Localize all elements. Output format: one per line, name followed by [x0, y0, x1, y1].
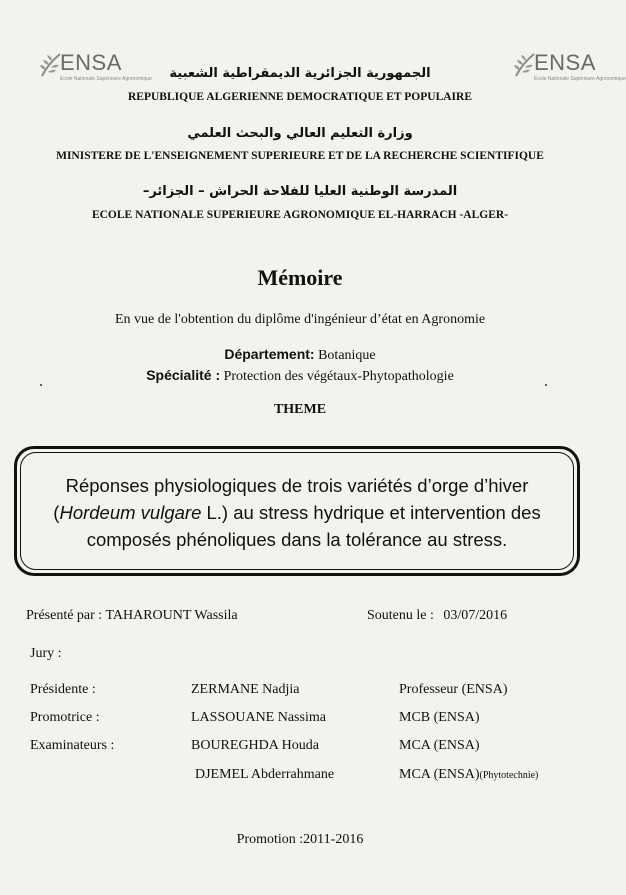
department-value: Botanique — [318, 348, 376, 363]
presenter-name: TAHAROUNT Wassila — [105, 608, 238, 623]
defense-line — [367, 608, 507, 624]
jury-name: ZERMANE Nadjia — [191, 682, 300, 697]
jury-grade-note: (Phytotechnie) — [479, 770, 539, 781]
header-ministry-arabic: وزارة التعليم العالي والبحث العلمي — [187, 126, 413, 141]
department-label: Département: — [224, 346, 315, 362]
title-species-italic: Hordeum vulgare — [59, 502, 202, 523]
jury-grade: MCB (ENSA) — [399, 710, 480, 725]
scan-speck — [545, 384, 547, 386]
specialty-label: Spécialité : — [146, 367, 221, 383]
header-republic-arabic: الجمهورية الجزائرية الديمقراطية الشعبية — [169, 66, 431, 81]
jury-label: Jury : — [30, 646, 62, 661]
jury-grade: Professeur (ENSA) — [399, 682, 508, 697]
logo-tagline: Ecole Nationale Supérieure Agronomique — [534, 76, 626, 82]
header-school-arabic: المدرسة الوطنية العليا للفلاحة الحراش – الجزائر– — [142, 184, 458, 199]
department-line — [0, 346, 600, 364]
jury-role: Examinateurs : — [30, 738, 115, 753]
logo-text: ENSA — [534, 50, 596, 75]
header-ministry-french: MINISTERE DE L'ENSEIGNEMENT SUPERIEURE ET DE LA RECHERCHE SCIENTIFIQUE — [56, 150, 544, 162]
defense-label: Soutenu le : — [367, 608, 434, 623]
jury-role: Promotrice : — [30, 710, 100, 725]
presenter-label: Présenté par : — [26, 608, 103, 623]
degree-purpose: En vue de l'obtention du diplôme d'ingénieur d’état en Agronomie — [114, 312, 486, 327]
title-part-1: Réponses physiologiques de trois variétés d’orge d’hiver ( — [53, 475, 529, 523]
specialty-line — [0, 367, 600, 385]
jury-grade: MCA (ENSA) — [399, 767, 480, 782]
theme-heading: THEME — [273, 402, 327, 417]
jury-name: BOUREGHDA Houda — [191, 738, 319, 753]
jury-grade-line — [399, 767, 538, 783]
logo-text: ENSA — [60, 50, 122, 75]
jury-name: DJEMEL Abderrahmane — [195, 767, 335, 782]
thesis-title — [34, 472, 560, 553]
defense-date: 03/07/2016 — [443, 608, 508, 623]
scan-speck — [40, 384, 42, 386]
title-part-2: L.) au stress hydrique et intervention des composés phénoliques dans la tolérance au stress. — [86, 502, 541, 550]
jury-grade: MCA (ENSA) — [399, 738, 480, 753]
jury-name: LASSOUANE Nassima — [191, 710, 326, 725]
header-school-french: ECOLE NATIONALE SUPERIEURE AGRONOMIQUE EL-HARRACH -ALGER- — [91, 209, 509, 221]
logo-tagline: Ecole Nationale Supérieure Agronomique — [60, 76, 152, 82]
header-republic-french: REPUBLIQUE ALGERIENNE DEMOCRATIQUE ET POPULAIRE — [128, 91, 472, 103]
specialty-value: Protection des végétaux-Phytopathologie — [223, 369, 454, 384]
document-type: Mémoire — [257, 265, 343, 290]
presenter-line — [26, 608, 238, 624]
promotion-years: Promotion :2011-2016 — [236, 832, 364, 847]
jury-role: Présidente : — [30, 682, 96, 697]
